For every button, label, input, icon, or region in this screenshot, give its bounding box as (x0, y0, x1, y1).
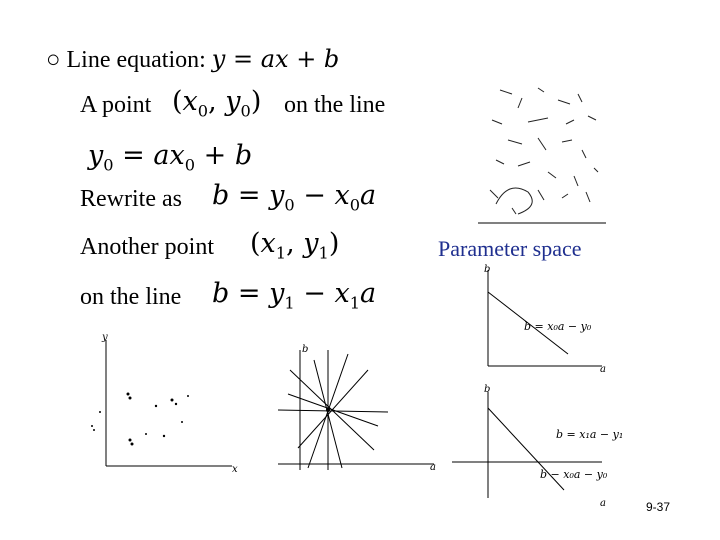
lines-intersection-figure (278, 340, 448, 480)
equation-y0: $y_0 = ax_0 + b$ (88, 140, 253, 175)
axis-label-x: x (232, 464, 238, 475)
equation-b0: $b = y_0 - x_0a$ (212, 180, 377, 215)
axis-label-a: a (600, 498, 606, 509)
image-space-figure (84, 330, 254, 480)
point-1: ($x_1$, $y_1$) (250, 228, 340, 263)
line-label-top: b = x₀a − y₀ (524, 320, 592, 333)
a-point-label: A point (80, 92, 152, 118)
axis-label-a: a (600, 364, 606, 375)
parameter-plot-top (476, 262, 616, 377)
point-0: ($x_0$, $y_0$) (172, 86, 262, 121)
axis-label-b: b (484, 264, 491, 275)
on-the-line-label-2: on the line (80, 284, 182, 310)
rewrite-as-label: Rewrite as (80, 186, 182, 212)
axis-label-b: b (302, 344, 309, 355)
page-number: 9-37 (646, 500, 671, 514)
axis-label-b: b (484, 384, 491, 395)
edge-points-figure (478, 80, 618, 225)
equation-b1: $b = y_1 - x_1a$ (212, 278, 377, 313)
axis-label-a: a (430, 462, 436, 473)
parameter-space-title: Parameter space (438, 236, 582, 261)
parameter-plot-bottom (452, 382, 632, 510)
bullet-icon: ○ (46, 47, 61, 73)
on-the-line-label-1: on the line (284, 92, 386, 118)
line-equation-label: Line equation: (66, 47, 206, 73)
line-equation: y = ax + b (211, 45, 340, 73)
line-label-bottom: b − x₀a − y₀ (540, 468, 608, 481)
axis-label-y: y (102, 332, 108, 343)
another-point-label: Another point (80, 234, 214, 260)
line-label-mid: b = x₁a − y₁ (556, 428, 624, 441)
bullet-line-equation (46, 45, 339, 74)
